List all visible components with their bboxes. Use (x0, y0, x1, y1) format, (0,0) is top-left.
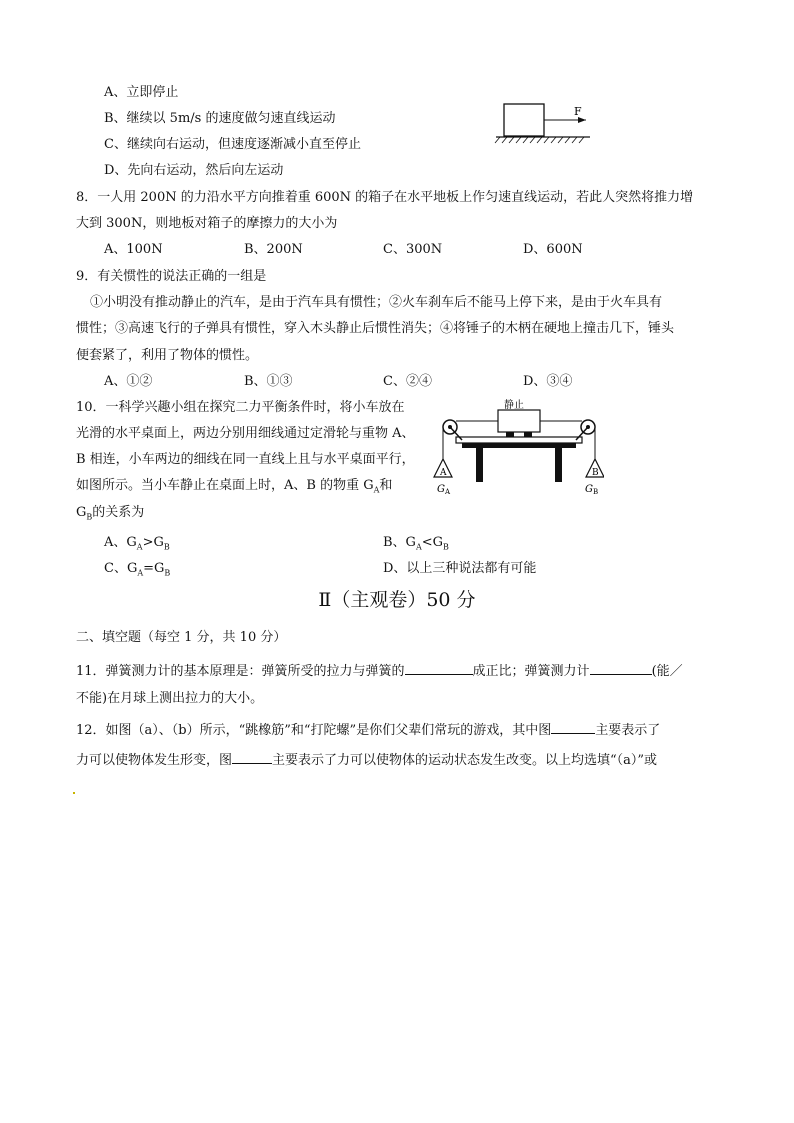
q10-gb-label: G (585, 484, 593, 495)
q11-line1: 11．弹簧测力计的基本原理是：弹簧所受的拉力与弹簧的 成正比；弹簧测力计 (能／ (76, 661, 683, 681)
q12-line1: 12．如图（a）、（b）所示，“跳橡筋”和“打陀螺”是你们父辈们常玩的游戏，其中图 主要表示了 (76, 720, 660, 740)
q8-option-a: A、100N (104, 242, 163, 257)
q11-line2: 不能)在月球上测出拉力的大小。 (76, 691, 264, 706)
q9-stem-line3: 便套紧了，利用了物体的惯性。 (76, 348, 259, 363)
q10-cart-pulley-figure (432, 395, 604, 500)
q10-stem-line1: 10．一科学兴趣小组在探究二力平衡条件时，将小车放在 (76, 400, 405, 415)
q9-option-d: D、③④ (523, 374, 573, 389)
q7-option-b: B、继续以 5m/s 的速度做匀速直线运动 (104, 111, 336, 126)
q10-static-label: 静止 (504, 400, 524, 411)
q10-option-c: C、$G_A=G_B$ (104, 561, 171, 578)
q11-blank-1[interactable] (405, 661, 473, 675)
q12-blank-1[interactable] (551, 720, 595, 734)
q10-weight-b-label: B (592, 468, 599, 478)
q7-force-label: F (574, 105, 582, 118)
q8-option-d: D、600N (523, 242, 583, 257)
q8-stem-line1: 8．一人用 200N 的力沿水平方向推着重 600N 的箱子在水平地板上作匀速直线运动，若此人突然将推力增 (76, 190, 694, 205)
q9-title: 9．有关惯性的说法正确的一组是 (76, 269, 267, 284)
q7-option-a: A、立即停止 (104, 85, 179, 100)
stray-dot (73, 792, 75, 794)
q10-ga-sub: A (445, 488, 451, 496)
q9-option-a: A、①② (104, 374, 153, 389)
section2-heading: 二、填空题（每空 1 分，共 10 分） (76, 630, 287, 645)
q9-option-c: C、②④ (383, 374, 432, 389)
q11-blank-2[interactable] (590, 661, 652, 675)
q9-stem-line2: 惯性；③高速飞行的子弹具有惯性，穿入木头静止后惯性消失；④将锤子的木柄在硬地上撞击几下，锤头 (76, 321, 675, 336)
q7-block-force-figure (494, 100, 594, 148)
q12-line2: 力可以使物体发生形变，图 主要表示了力可以使物体的运动状态发生改变。以上均选填“（a）”或 (76, 750, 657, 770)
q8-stem-line2: 大到 300N，则地板对箱子的摩擦力的大小为 (76, 216, 338, 231)
q10-weight-a-label: A (440, 468, 447, 478)
q10-stem-line2: 光滑的水平桌面上，两边分别用细线通过定滑轮与重物 A、 (76, 426, 415, 441)
q10-stem-line4: 如图所示。当小车静止在桌面上时，A、B 的物重 $G_A$和 (76, 478, 393, 495)
q10-option-d: D、以上三种说法都有可能 (383, 561, 537, 576)
q8-option-b: B、200N (244, 242, 303, 257)
q12-blank-2[interactable] (232, 750, 272, 764)
q10-ga-label: G (437, 484, 445, 495)
q9-stem-line1: ①小明没有推动静止的汽车，是由于汽车具有惯性；②火车刹车后不能马上停下来，是由于火车具有 (90, 295, 663, 310)
q8-option-c: C、300N (383, 242, 443, 257)
q10-stem-line3: B 相连，小车两边的细线在同一直线上且与水平桌面平行， (76, 452, 415, 467)
q10-stem-line5: $G_B$的关系为 (76, 505, 145, 522)
q10-option-b: B、$G_A<G_B$ (383, 535, 449, 552)
q7-option-d: D、先向右运动，然后向左运动 (104, 163, 284, 178)
q7-option-c: C、继续向右运动，但速度逐渐减小直至停止 (104, 137, 361, 152)
q10-gb-sub: B (593, 488, 599, 496)
q10-option-a: A、$G_A>G_B$ (104, 535, 170, 552)
section2-title: Ⅱ（主观卷）50 分 (318, 589, 476, 611)
q9-option-b: B、①③ (244, 374, 293, 389)
